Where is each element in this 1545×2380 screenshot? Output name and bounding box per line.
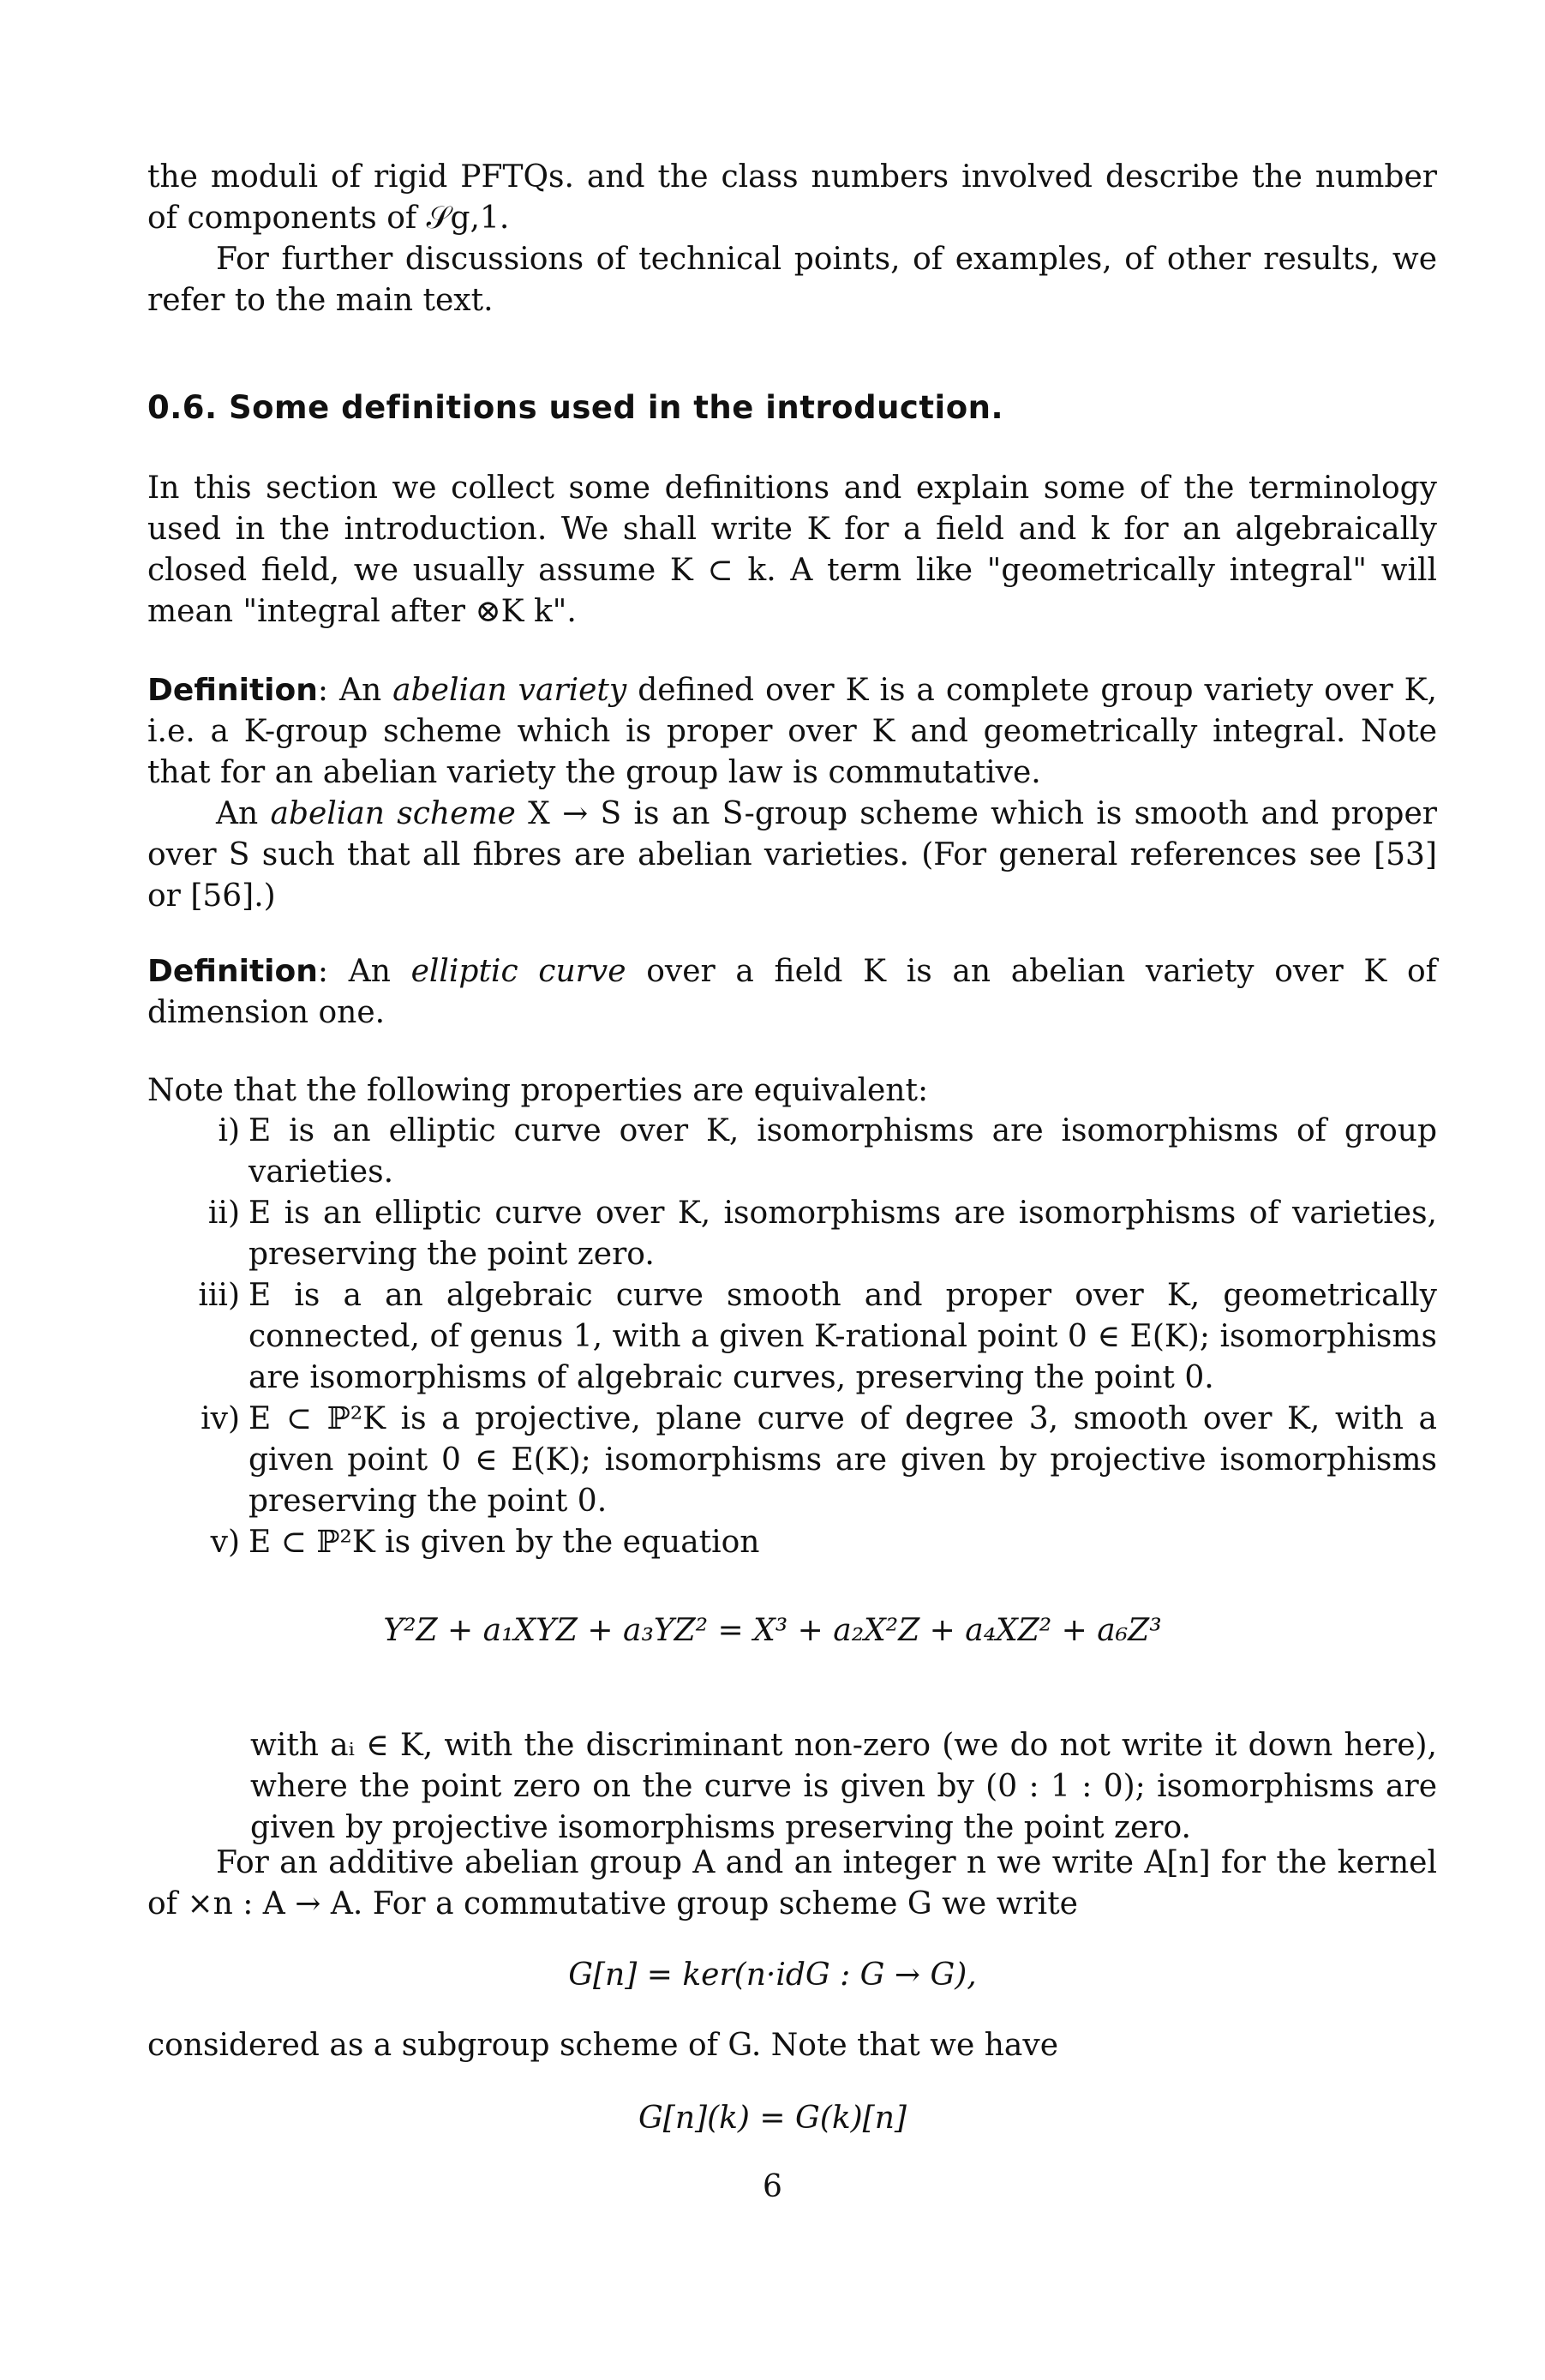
definition-text: defined over K is a complete group variety over K, i.e. a K-group scheme which is proper over K and geometrically integral. Note that for an abelian variety the group law is commutative. [147,673,1437,790]
kernel-equation: G[n] = ker(n·idG : G → G), [568,1957,977,1993]
list-item-number: iv) [201,1401,240,1436]
definition-lead: An [216,796,271,831]
list-item-text: E is an elliptic curve over K, isomorphisms are isomorphisms of varieties, preserving the point zero. [249,1196,1437,1272]
equivalence-intro: Note that the following properties are equivalent: [147,1073,929,1108]
list-item-text: E ⊂ ℙ²K is a projective, plane curve of degree 3, smooth over K, with a given point 0 ∈ E(K); isomorphisms are given by projective isomorphisms preserving the point 0. [249,1401,1437,1519]
definition-label: Definition [147,954,318,989]
subgroup-paragraph: considered as a subgroup scheme of G. Note that we have [147,2028,1059,2063]
kernel-paragraph: For an additive abelian group A and an integer n we write A[n] for the kernel of ×n : A → A. For a commutative group scheme G we write [147,1845,1437,1921]
list-item-number: v) [210,1525,240,1560]
equation-explanation: with aᵢ ∈ K, with the discriminant non-zero (we do not write it down here), where the point zero on the curve is given by (0 : 1 : 0); isomorphisms are given by projective isomorphisms preserving the point zero. [250,1728,1437,1845]
list-item-number: ii) [207,1196,240,1231]
defined-term: abelian variety [392,673,627,708]
definition-label: Definition [147,673,318,708]
list-item [195,1111,1437,1193]
definition-lead: : An [317,673,393,708]
page-number: 6 [763,2169,782,2204]
list-item [195,1522,1437,1563]
further-discussion-paragraph: For further discussions of technical points, of examples, of other results, we refer to the main text. [147,242,1437,318]
intro-paragraph: the moduli of rigid PFTQs. and the class numbers involved describe the number of components of 𝒮g,1. [147,159,1437,236]
list-item-number: i) [218,1113,240,1148]
definition-abelian-scheme [147,794,1437,917]
defined-term: elliptic curve [410,954,626,989]
list-item [195,1275,1437,1399]
list-item-number: iii) [198,1278,240,1313]
section-heading: 0.6. Some definitions used in the introduction. [147,389,1004,426]
list-item-text: E is a an algebraic curve smooth and proper over K, geometrically connected, of genus 1, with a given K-rational point 0 ∈ E(K); isomorphisms are isomorphisms of algebraic curves, preserving the point 0. [249,1278,1437,1395]
list-item [195,1399,1437,1522]
points-equation: G[n](k) = G(k)[n] [638,2101,907,2136]
defined-term: abelian scheme [270,796,516,831]
definition-lead: : An [317,954,411,989]
list-item-text: E ⊂ ℙ²K is given by the equation [249,1525,760,1560]
list-item-text: E is an elliptic curve over K, isomorphisms are isomorphisms of group varieties. [249,1113,1437,1190]
definition-text: X → S is an S-group scheme which is smooth and proper over S such that all fibres are abelian varieties. (For general references see [53] or [56].) [147,796,1437,914]
section-intro-paragraph: In this section we collect some definitions and explain some of the terminology used in the introduction. We shall write K for a field and k for an algebraically closed field, we usually assume K ⊂ k. A term like "geometrically integral" will mean "integral after ⊗K k". [147,471,1437,629]
list-item [195,1193,1437,1275]
definition-text: over a field K is an abelian variety over K of dimension one. [147,954,1437,1030]
weierstrass-equation: Y²Z + a₁XYZ + a₃YZ² = X³ + a₂X²Z + a₄XZ² + a₆Z³ [383,1613,1162,1648]
equivalence-list [195,1111,1437,1563]
definition-abelian-variety [147,670,1437,794]
definition-elliptic-curve [147,951,1437,1034]
